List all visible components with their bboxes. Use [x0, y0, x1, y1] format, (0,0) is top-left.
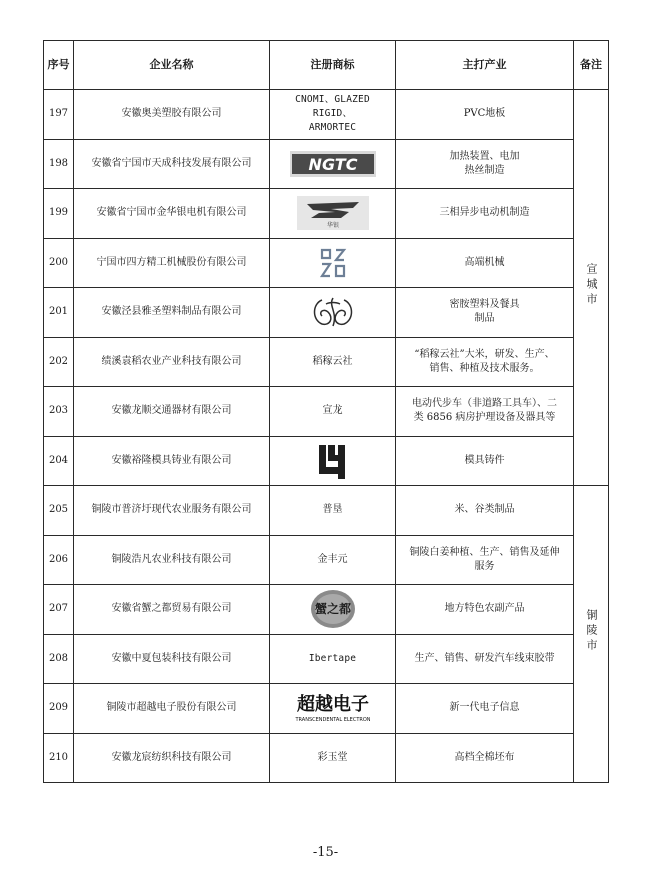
table-row [44, 436, 609, 486]
industry-cell [396, 90, 574, 140]
industry-cell [396, 387, 574, 437]
ngtc-logo-text: NGTC [308, 154, 357, 174]
row-no: 206 [44, 535, 74, 585]
row-no: 203 [44, 387, 74, 437]
company-name: 安徽龙顺交通器材有限公司 [74, 387, 270, 437]
industry-text: 米、谷类制品 [454, 504, 515, 516]
industry-text: 加热装置、电加 [449, 150, 520, 162]
trademark-cell [270, 337, 396, 387]
industry-cell [396, 189, 574, 239]
page-number: -15- [312, 845, 339, 860]
industry-text: 密胺塑料及餐具 [449, 299, 520, 311]
table-row [44, 733, 609, 783]
trademark-cell [270, 486, 396, 536]
yasheng-logo-icon [308, 292, 358, 332]
trademark-text: 金丰元 [317, 553, 348, 565]
industry-text: 销售、种植及技术服务。 [429, 362, 540, 374]
trademark-text: CNOMI、GLAZED RIGID、 [295, 94, 370, 120]
header-remark: 备注 [574, 41, 609, 90]
industry-cell [396, 436, 574, 486]
industry-text: PVC地板 [463, 108, 506, 120]
row-no: 201 [44, 288, 74, 338]
table-row [44, 189, 609, 239]
company-name: 安徽泾县雅圣塑料制品有限公司 [74, 288, 270, 338]
trademark-text: 宣龙 [322, 405, 343, 417]
ngtc-logo-icon [290, 151, 376, 177]
sifang-logo-icon [318, 246, 348, 280]
row-no: 208 [44, 634, 74, 684]
row-no: 204 [44, 436, 74, 486]
yulong-logo-icon [317, 441, 349, 481]
row-no: 207 [44, 585, 74, 635]
company-name: 宁国市四方精工机械股份有限公司 [74, 238, 270, 288]
table-row [44, 634, 609, 684]
trademark-cell [270, 436, 396, 486]
trademark-cell [270, 634, 396, 684]
trademark-text: 普垦 [322, 504, 343, 516]
table-header-row [44, 41, 609, 90]
xiezhidu-logo-icon [309, 588, 357, 630]
trademark-cell [270, 238, 396, 288]
company-name: 安徽裕隆模具铸业有限公司 [74, 436, 270, 486]
row-no: 199 [44, 189, 74, 239]
chaoyue-logo-subtext: TRANSCENDENTAL ELECTRON [294, 717, 371, 724]
industry-text: 电动代步车（非道路工具车）、二 [412, 398, 557, 410]
trademark-cell [270, 288, 396, 338]
row-no: 198 [44, 139, 74, 189]
trademark-cell [270, 189, 396, 239]
table-row [44, 387, 609, 437]
company-name: 安徽奥美塑胶有限公司 [74, 90, 270, 140]
table-row [44, 585, 609, 635]
remark-cell-tongling [574, 486, 609, 783]
row-no: 209 [44, 684, 74, 734]
remark-text: 宣城市 [585, 262, 598, 308]
industry-text: 地方特色农副产品 [444, 603, 525, 615]
table-row [44, 684, 609, 734]
trademark-cell [270, 387, 396, 437]
jinhuayin-logo-icon [297, 196, 369, 230]
company-name: 安徽省宁国市天成科技发展有限公司 [74, 139, 270, 189]
company-name: 安徽中夏包装科技有限公司 [74, 634, 270, 684]
industry-text: 制品 [474, 313, 495, 325]
row-no: 197 [44, 90, 74, 140]
company-name: 安徽省蟹之都贸易有限公司 [74, 585, 270, 635]
remark-cell-xuancheng [574, 90, 609, 486]
industry-cell [396, 634, 574, 684]
row-no: 205 [44, 486, 74, 536]
company-name: 铜陵浩凡农业科技有限公司 [74, 535, 270, 585]
company-name: 安徽龙宸纺织科技有限公司 [74, 733, 270, 783]
table-row [44, 288, 609, 338]
xiezhidu-logo-text: 蟹之都 [314, 602, 351, 617]
header-trademark: 注册商标 [270, 41, 396, 90]
remark-text: 铜陵市 [585, 609, 598, 654]
industry-cell [396, 733, 574, 783]
table-row [44, 139, 609, 189]
table-row [44, 337, 609, 387]
table-row [44, 238, 609, 288]
industry-text: 生产、销售、研发汽车线束胶带 [414, 652, 555, 664]
trademark-text: ARMORTEC [308, 122, 357, 134]
row-no: 202 [44, 337, 74, 387]
industry-text: 模具铸件 [464, 454, 505, 466]
industry-text: 高端机械 [464, 256, 505, 268]
table-row [44, 535, 609, 585]
row-no: 210 [44, 733, 74, 783]
table-row [44, 90, 609, 140]
industry-text: 三相异步电动机制造 [439, 207, 530, 219]
industry-cell [396, 585, 574, 635]
trademark-text: 稻稼云社 [312, 355, 353, 367]
trademark-cell [270, 585, 396, 635]
company-name: 安徽省宁国市金华银电机有限公司 [74, 189, 270, 239]
company-name: 绩溪袁稻农业产业科技有限公司 [74, 337, 270, 387]
industry-cell [396, 288, 574, 338]
company-name: 铜陵市超越电子股份有限公司 [74, 684, 270, 734]
industry-cell [396, 238, 574, 288]
trademark-cell [270, 90, 396, 140]
industry-cell [396, 139, 574, 189]
industry-text: 热丝制造 [464, 164, 505, 176]
industry-cell [396, 337, 574, 387]
industry-text: 服务 [474, 560, 495, 572]
trademark-cell [270, 733, 396, 783]
company-name: 铜陵市普济圩现代农业服务有限公司 [74, 486, 270, 536]
industry-text: 类 6856 病房护理设备及器具等 [413, 412, 556, 424]
industry-cell [396, 535, 574, 585]
enterprise-table [43, 40, 609, 783]
row-no: 200 [44, 238, 74, 288]
industry-text: 高档全棉坯布 [454, 751, 515, 763]
industry-text: “稻稼云社”大米，研发、生产、 [414, 348, 555, 360]
trademark-text: Ibertape [308, 652, 357, 664]
jinhuayin-logo-text: 华银 [326, 222, 339, 230]
table-row [44, 486, 609, 536]
industry-cell [396, 486, 574, 536]
industry-cell [396, 684, 574, 734]
chaoyue-logo-icon [287, 690, 379, 726]
industry-text: 新一代电子信息 [449, 702, 520, 714]
trademark-text: 彩玉堂 [317, 751, 348, 763]
header-name: 企业名称 [74, 41, 270, 90]
trademark-cell [270, 139, 396, 189]
trademark-cell [270, 535, 396, 585]
header-no: 序号 [44, 41, 74, 90]
chaoyue-logo-text: 超越电子 [296, 694, 369, 716]
header-industry: 主打产业 [396, 41, 574, 90]
trademark-cell [270, 684, 396, 734]
industry-text: 铜陵白姜种植、生产、销售及延伸 [409, 546, 560, 558]
